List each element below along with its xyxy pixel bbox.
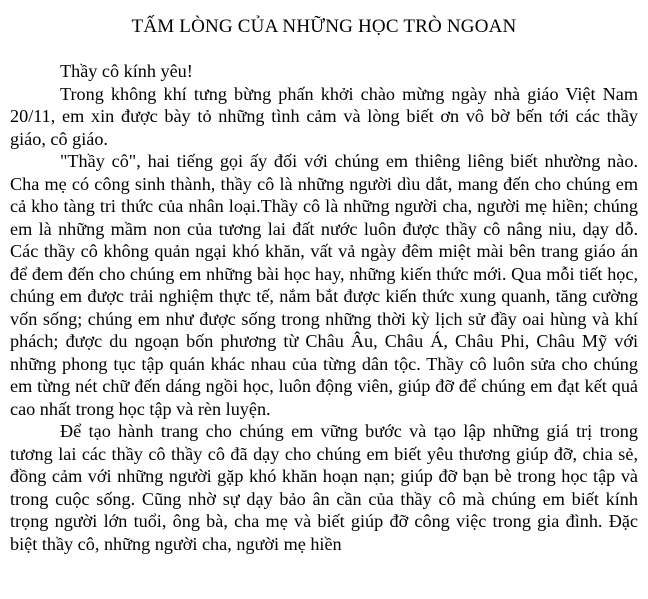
intro-paragraph: Trong không khí tưng bừng phấn khởi chào mừng ngày nhà giáo Việt Nam 20/11, em xin được bày tỏ những tình cảm và lòng biết ơn vô bờ bến tới các thầy giáo, cô giáo. [10,83,638,149]
teachers-paragraph: "Thầy cô", hai tiếng gọi ấy đối với chúng em thiêng liêng biết nhường nào. Cha mẹ có công sinh thành, thầy cô là những người dìu dắt, mang đến cho chúng em cả kho tàng tri thức của nhân loại.Thầy cô là những người cha, người mẹ hiền; chúng em là những mầm non của tương lai đất nước luôn được thầy cô nâng niu, dạy dỗ. Các thầy cô không quản ngại khó khăn, vất vả ngày đêm miệt mài bên trang giáo án để đem đến cho chúng em những bài học hay, những kiến thức mới. Qua mỗi tiết học, chúng em được trải nghiệm thực tế, nắm bắt được kiến thức xung quanh, tăng cường vốn sống; chúng em như được sống trong những thời kỳ lịch sử đầy oai hùng và khí phách; được du ngoạn bốn phương từ Châu Âu, Châu Á, Châu Phi, Châu Mỹ với những phong tục tập quán khác nhau của từng dân tộc. Thầy cô luôn sửa cho chúng em từng nét chữ đến dáng ngồi học, luôn động viên, giúp đỡ để chúng em đạt kết quả cao nhất trong học tập và rèn luyện. [10,151,638,419]
document-body [10,60,638,555]
document-title: TẤM LÒNG CỦA NHỮNG HỌC TRÒ NGOAN [131,16,517,37]
greeting-paragraph: Thầy cô kính yêu! [60,61,193,81]
values-paragraph: Để tạo hành trang cho chúng em vững bước và tạo lập những giá trị trong tương lai các thầy cô thầy cô đã dạy cho chúng em biết yêu thương giúp đỡ, chia sẻ, đồng cảm với những người gặp khó khăn hoạn nạn; giúp đỡ bạn bè trong học tập và trong cuộc sống. Cũng nhờ sự dạy bảo ân cần của thầy cô mà chúng em biết kính trọng người lớn tuổi, ông bà, cha mẹ và biết giúp đỡ công việc trong gia đình. Đặc biệt thầy cô, những người cha, người mẹ hiền [10,421,638,554]
